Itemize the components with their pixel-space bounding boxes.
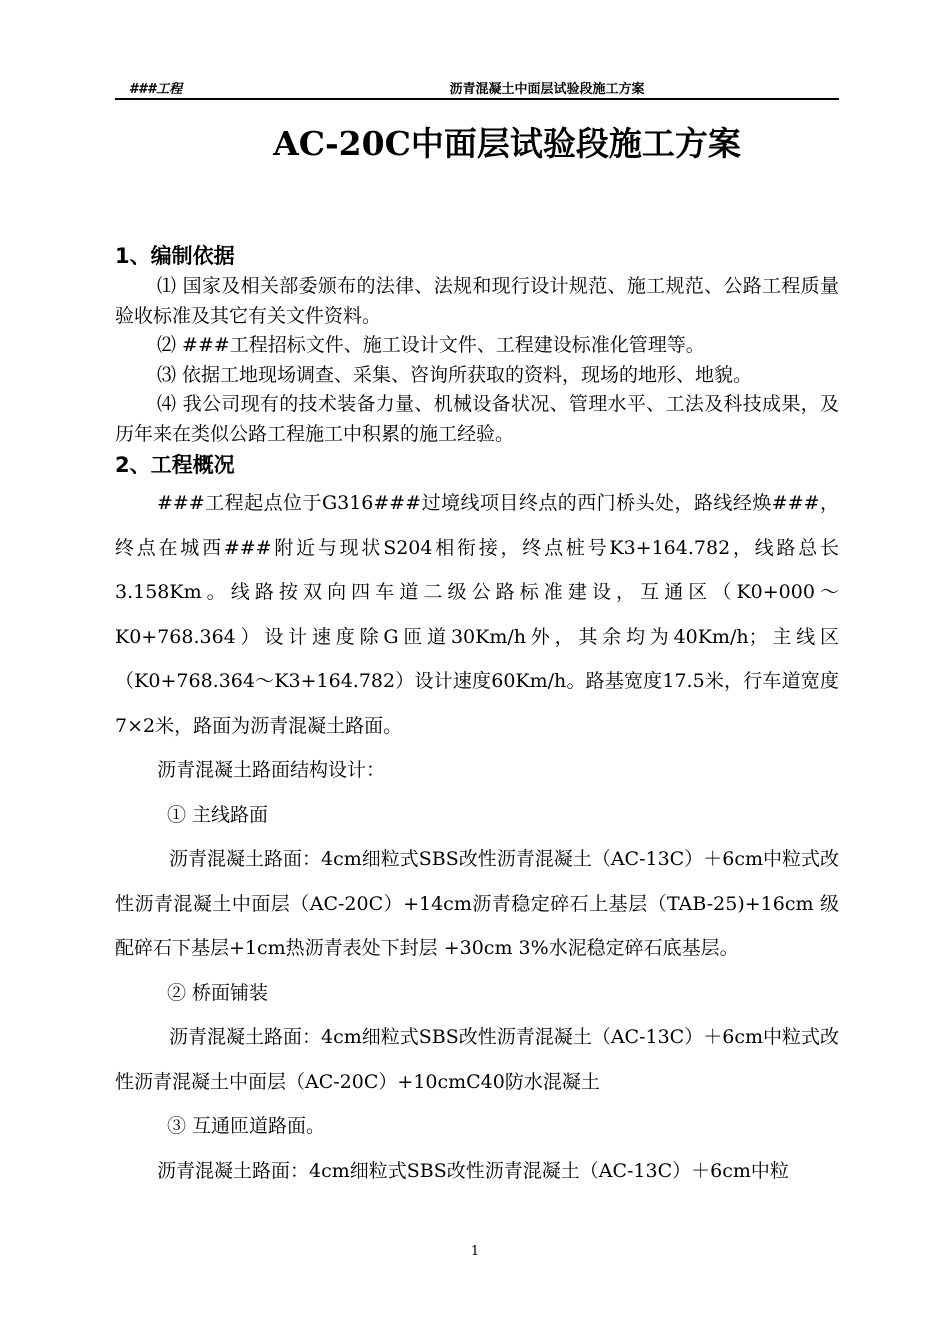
basis-item-1: ⑴ 国家及相关部委颁布的法律、法规和现行设计规范、施工规范、公路工程质量验收标准及其它有关文件资料。: [115, 275, 839, 327]
mainline-text: 沥青混凝土路面：4cm细粒式SBS改性沥青混凝土（AC-13C）＋6cm中粒式改性沥青混凝土中面层（AC-20C）+14cm沥青稳定碎石上基层（TAB-25)+16cm 级配碎石下基层+1cm热沥青表处下封层 +30cm 3%水泥稳定碎石底基层。: [115, 848, 839, 959]
document-body: [115, 240, 839, 1193]
bridge-text: 沥青混凝土路面：4cm细粒式SBS改性沥青混凝土（AC-13C）＋6cm中粒式改性沥青混凝土中面层（AC-20C）+10cmC40防水混凝土: [115, 1026, 839, 1093]
section-heading-overview: 2、工程概况: [115, 453, 235, 477]
overview-paragraph: ###工程起点位于G316###过境线项目终点的西门桥头处，路线经焕###，终点在城西###附近与现状S204相衔接，终点桩号K3+164.782，线路总长3.158Km。线路按双向四车道二级公路标准建设，互通区（K0+000～K0+768.364）设计速度除G匝道30Km/h外，其余均为40Km/h；主线区（K0+768.364～K3+164.782）设计速度60Km/h。路基宽度17.5米，行车道宽度7×2米，路面为沥青混凝土路面。: [115, 492, 839, 737]
header-project-name: ###工程: [129, 82, 183, 97]
basis-item-2: ⑵ ###工程招标文件、施工设计文件、工程建设标准化管理等。: [157, 334, 705, 356]
document-title: AC-20C中面层试验段施工方案: [273, 124, 741, 163]
page-header: [115, 78, 839, 100]
header-document-title: 沥青混凝土中面层试验段施工方案: [449, 82, 645, 97]
page-number: 1: [470, 1244, 480, 1259]
basis-item-3: ⑶ 依据工地现场调查、采集、咨询所获取的资料，现场的地形、地貌。: [157, 363, 753, 386]
ramp-text: 沥青混凝土路面：4cm细粒式SBS改性沥青混凝土（AC-13C）＋6cm中粒: [157, 1159, 789, 1182]
bridge-label: ② 桥面铺装: [167, 981, 269, 1004]
ramp-label: ③ 互通匝道路面。: [167, 1115, 326, 1137]
mainline-label: ① 主线路面: [167, 803, 269, 826]
section-heading-basis: 1、编制依据: [115, 244, 235, 268]
basis-item-4: ⑷ 我公司现有的技术装备力量、机械设备状况、管理水平、工法及科技成果，及历年来在类似公路工程施工中积累的施工经验。: [115, 393, 839, 445]
structure-intro: 沥青混凝土路面结构设计：: [157, 759, 386, 781]
